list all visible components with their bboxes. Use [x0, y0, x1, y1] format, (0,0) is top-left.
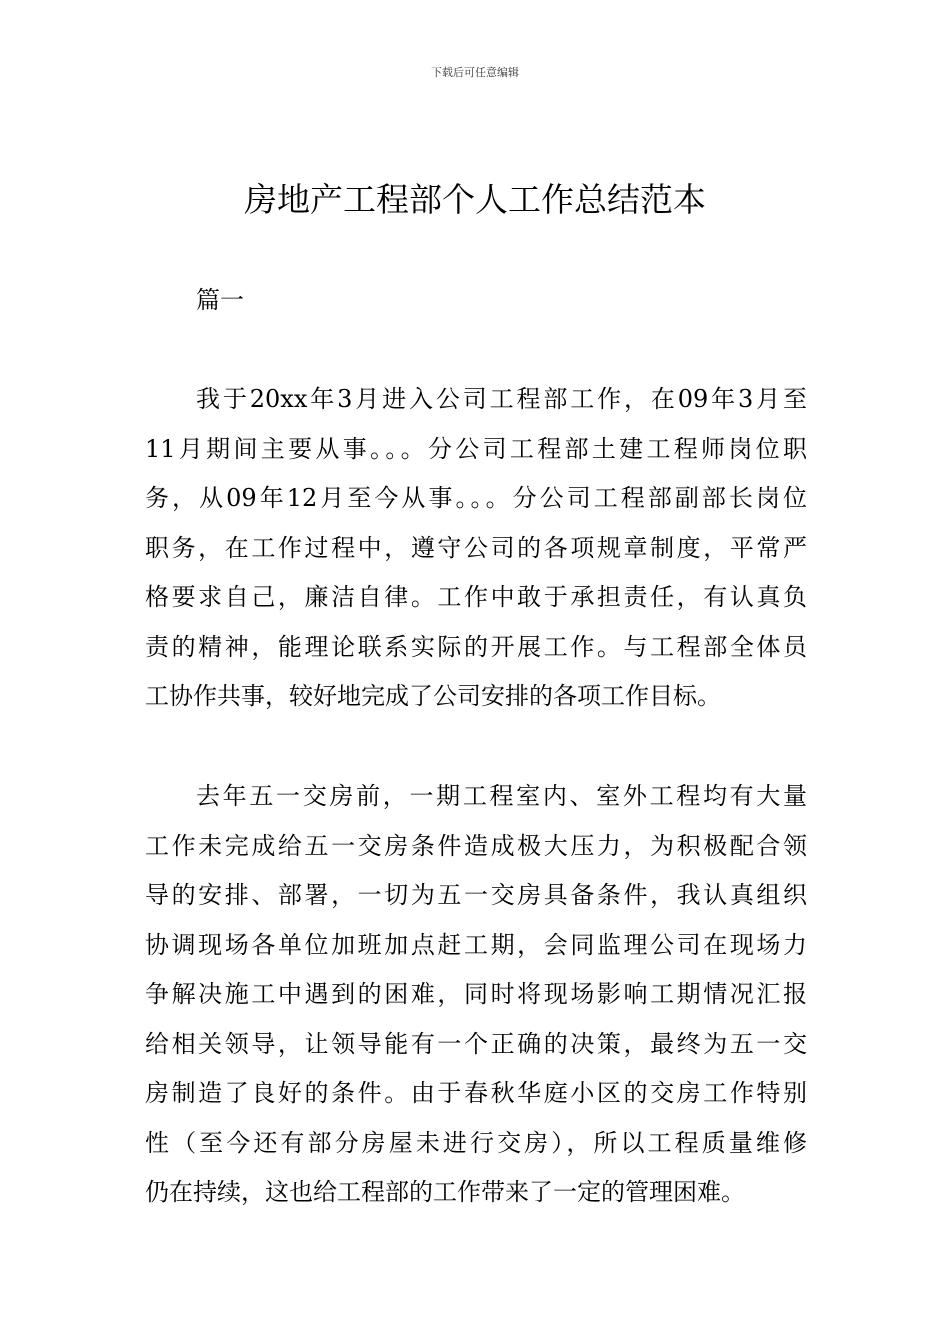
paragraph-line: 协调现场各单位加班加点赶工期，会同监理公司在现场力: [145, 930, 807, 959]
paragraph-line: 仍在持续，这也给工程部的工作带来了一定的管理困难。: [145, 1178, 745, 1206]
paragraph-line: 给相关领导，让领导能有一个正确的决策，最终为五一交: [145, 1029, 807, 1058]
section-label: 篇一: [196, 286, 244, 314]
paragraph-line: 务，从09年12月至今从事。。。分公司工程部副部长岗位: [145, 484, 807, 512]
paragraph-line: 争解决施工中遇到的困难，同时将现场影响工期情况汇报: [145, 980, 807, 1008]
paragraph-line: 职务，在工作过程中，遵守公司的各项规章制度，平常严: [145, 533, 807, 562]
paragraph-line: 性（至今还有部分房屋未进行交房），所以工程质量维修: [145, 1128, 807, 1157]
paragraph-line: 工协作共事，较好地完成了公司安排的各项工作目标。: [145, 682, 721, 710]
paragraph-line: 房制造了良好的条件。由于春秋华庭小区的交房工作特别: [145, 1079, 807, 1107]
paragraph-line: 11月期间主要从事。。。分公司工程部土建工程师岗位职: [145, 434, 807, 463]
paragraph-line: 导的安排、部署，一切为五一交房具备条件，我认真组织: [145, 881, 807, 909]
paragraph-line: 工作未完成给五一交房条件造成极大压力，为积极配合领: [145, 831, 807, 860]
paragraph-line: 我于20xx年3月进入公司工程部工作，在09年3月至: [196, 385, 807, 413]
paragraph-1: [145, 375, 807, 722]
paragraph-2: [145, 772, 807, 1218]
paragraph-line: 去年五一交房前，一期工程室内、室外工程均有大量: [196, 782, 807, 810]
document-title: 房地产工程部个人工作总结范本: [244, 180, 706, 219]
paragraph-line: 格要求自己，廉洁自律。工作中敢于承担责任，有认真负: [145, 583, 807, 611]
paragraph-line: 责的精神，能理论联系实际的开展工作。与工程部全体员: [145, 632, 807, 661]
header-note: 下载后可任意编辑: [431, 66, 519, 79]
